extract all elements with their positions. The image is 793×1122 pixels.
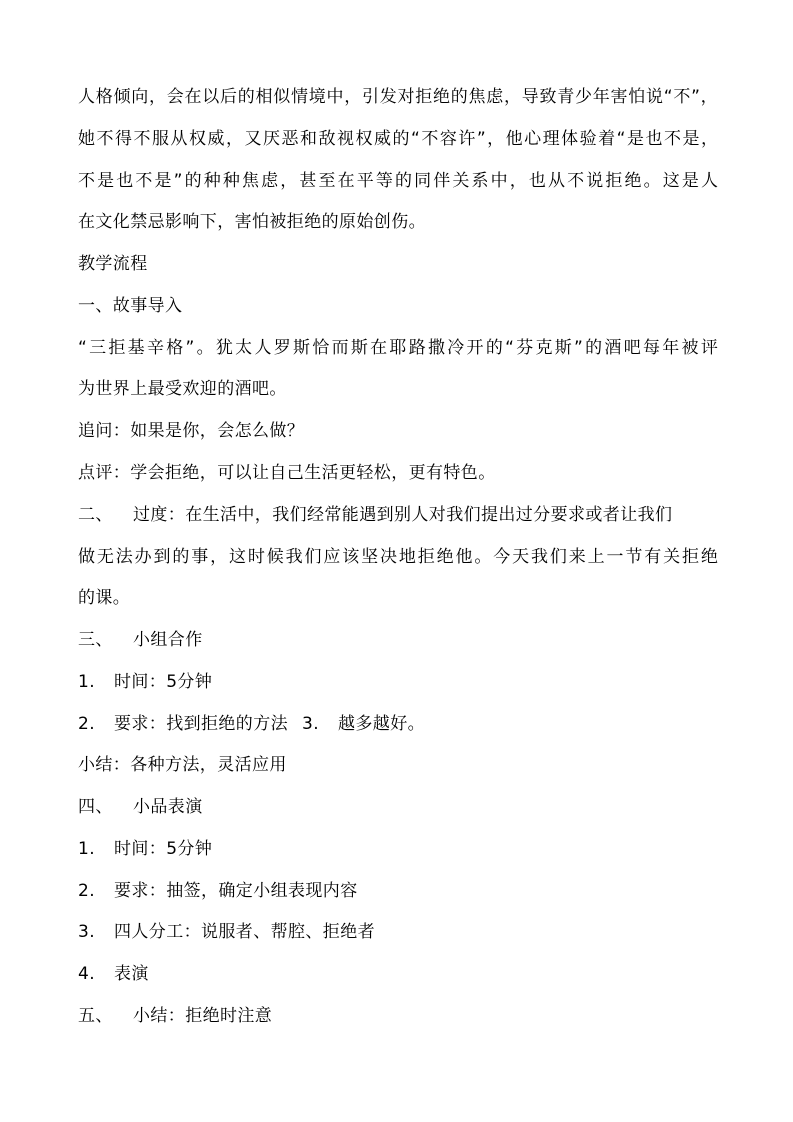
list-item-number: 3. (78, 922, 96, 942)
part-2-line: 做 无 法 办 到 的 事 ， 这 时 候 我 们 应 该 坚 决 地 拒 绝 他 。 今 天 我 们 来 上 一 节 有 关 拒 绝 (78, 547, 718, 567)
part-3-number: 三、 (78, 630, 113, 650)
part-2-number: 二、 (78, 505, 113, 525)
comment-line: 点评：学会拒绝，可以让自己生活更轻松，更有特色。 (78, 463, 496, 483)
part-4-heading (78, 796, 718, 818)
list-item-text: 时间：5分钟 (114, 672, 213, 692)
list-item-number: 2. (78, 881, 96, 901)
list-item-text: 要求：找到拒绝的方法 (114, 714, 288, 734)
list-item (78, 713, 718, 735)
story-line: 为世界上最受欢迎的酒吧。 (78, 379, 287, 399)
part-4-title: 小品表演 (133, 797, 203, 817)
paragraph-line: 人 格 倾 向 ， 会 在 以 后 的 相 似 情 境 中 ， 引 发 对 拒 绝 的 焦 虑 ， 导 致 青 少 年 害 怕 说 “ 不 ” ， (78, 87, 718, 107)
list-item (78, 963, 718, 985)
paragraph-line: 不 是 也 不 是 ” 的 种 种 焦 虑 ， 甚 至 在 平 等 的 同 伴 关 系 中 ， 也 从 不 说 拒 绝 。 这 是 人 (78, 171, 718, 191)
list-item-number: 2. (78, 714, 96, 734)
list-item (78, 880, 718, 902)
paragraph-line: 在文化禁忌影响下，害怕被拒绝的原始创伤。 (78, 212, 426, 232)
paragraph-line: 她 不 得 不 服 从 权 威 ， 又 厌 恶 和 敌 视 权 威 的 “ 不 容 许 ” ， 他 心 理 体 验 着 “ 是 也 不 是 ， (78, 129, 718, 149)
part-3-title: 小组合作 (133, 630, 203, 650)
part-4-number: 四、 (78, 797, 113, 817)
section-title: 教学流程 (78, 254, 148, 274)
story-line: “ 三 拒 基 辛 格 ” 。 犹 太 人 罗 斯 恰 而 斯 在 耶 路 撒 冷 开 的 “ 芬 克 斯 ” 的 酒 吧 每 年 被 评 (78, 338, 718, 358)
part-5-title: 小结：拒绝时注意 (133, 1006, 273, 1026)
part-2-text: 过度：在生活中，我们经常能遇到别人对我们提出过分要求或者让我们 (133, 505, 673, 525)
list-item-text: 四人分工：说服者、帮腔、拒绝者 (114, 922, 375, 942)
list-item-text: 表演 (114, 964, 149, 984)
list-item-text: 时间：5分钟 (114, 839, 213, 859)
part-2-line (78, 504, 718, 526)
list-item-number: 1. (78, 839, 96, 859)
part-1-heading: 一、故事导入 (78, 296, 183, 316)
part-3-heading (78, 629, 718, 651)
follow-up-question: 追问：如果是你，会怎么做？ (78, 421, 305, 441)
list-item-number: 4. (78, 964, 96, 984)
list-item-number: 1. (78, 672, 96, 692)
summary-line: 小结：各种方法，灵活应用 (78, 755, 287, 775)
part-5-heading (78, 1005, 718, 1027)
part-5-number: 五、 (78, 1006, 113, 1026)
list-item (78, 921, 718, 943)
list-item-text: 要求：抽签，确定小组表现内容 (114, 881, 358, 901)
part-2-line: 的课。 (78, 588, 131, 608)
list-item-number: 3. (302, 714, 320, 734)
list-item (78, 671, 718, 693)
list-item-text: 越多越好。 (338, 714, 425, 734)
list-item (78, 838, 718, 860)
